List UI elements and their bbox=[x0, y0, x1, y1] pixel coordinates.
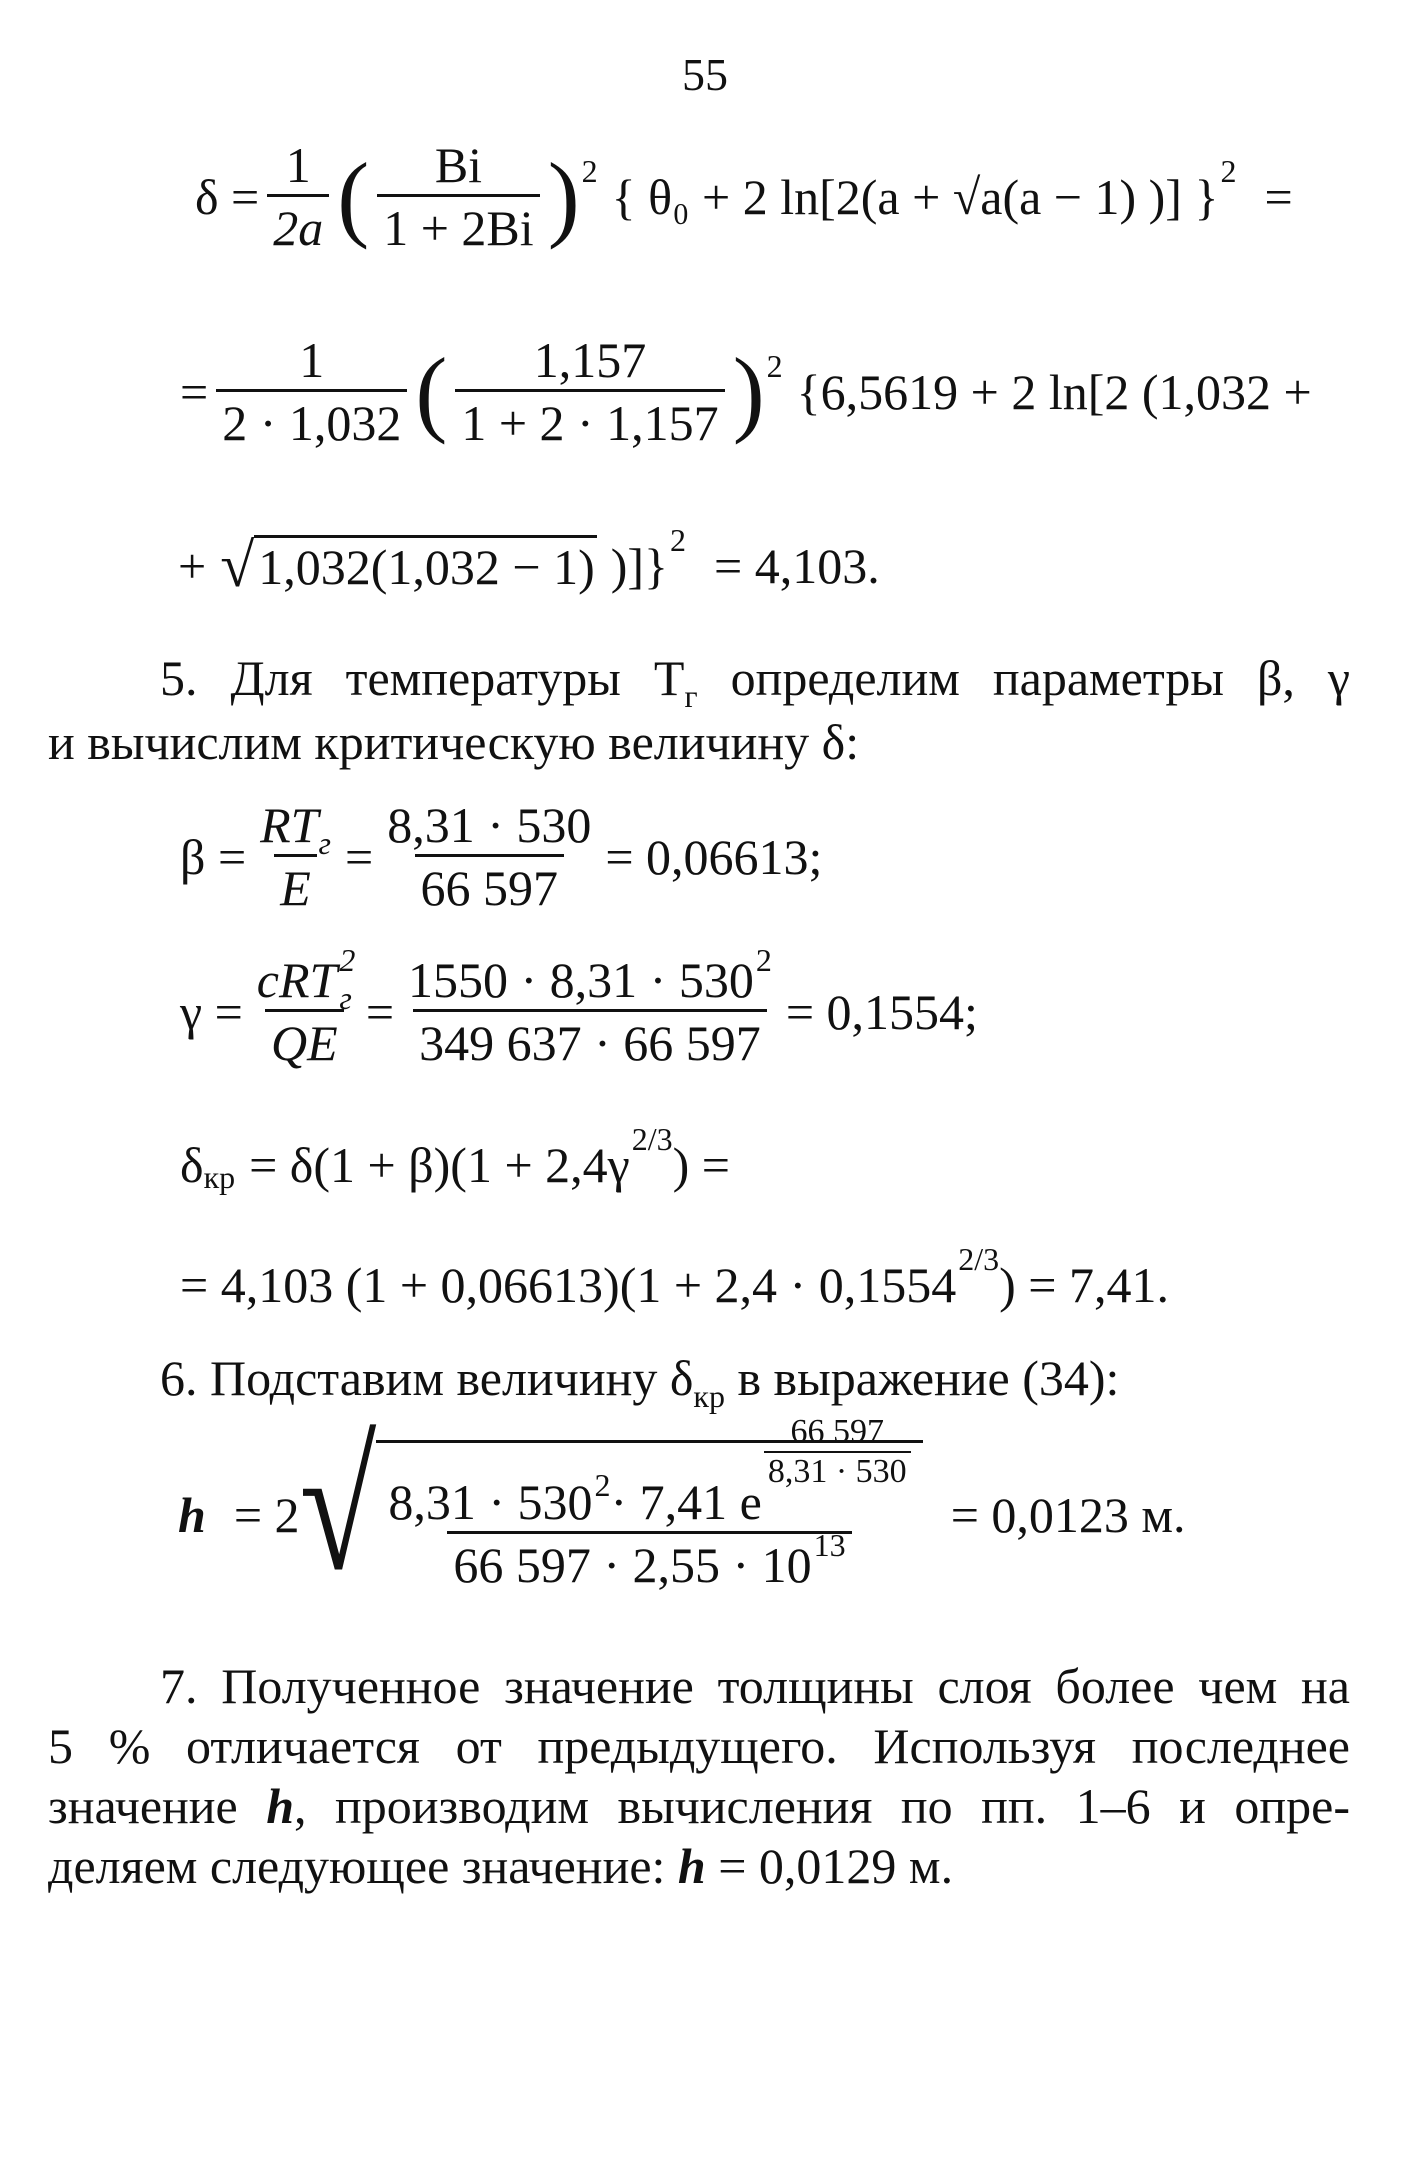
exponent: 2 bbox=[1220, 152, 1237, 189]
gamma-formula: γ = $\frac{cRT^2_г}{QE}$ = $\frac{1550 \cdot 8,31 \cdot 530^2}{349 637 \cdot 66 597}$ = 0,1554; bbox=[180, 942, 978, 1071]
paragraph-6: 6. Подставим величину $\delta_{кр}$ в выражение (34): bbox=[160, 1350, 1120, 1414]
exponent: 2 bbox=[766, 347, 783, 384]
radicand: 1,032(1,032 − 1) bbox=[254, 535, 597, 597]
exponent: 2 bbox=[581, 152, 598, 189]
left-paren: ( bbox=[337, 142, 370, 250]
beta-formula: β = $\frac{RT_г}{E}$ = $\frac{8,31 \cdot 530}{66 597}$ = 0,06613; bbox=[180, 797, 823, 916]
paragraph-5-line-1: 5. Для температуры $T_г$ определим параметры β, γ bbox=[160, 650, 1350, 714]
delta-formula-line-1 bbox=[195, 137, 1293, 256]
exponent: 2 bbox=[670, 522, 687, 558]
delta-formula-line-3 bbox=[178, 522, 880, 600]
plus-sign: + bbox=[178, 538, 207, 594]
equals-sign: = bbox=[180, 363, 209, 420]
left-paren: ( bbox=[415, 337, 448, 445]
right-paren: ) bbox=[732, 337, 765, 445]
delta-kr-formula-line-1: δ кр = δ(1 + β)(1 + 2,4γ 2/3 ) = bbox=[180, 1121, 730, 1195]
paragraph-7-line-3: значение h, производим вычисления по пп. 1–6 и опре- bbox=[48, 1778, 1350, 1834]
paragraph-7-line-1: 7. Полученное значение толщины слоя более чем на bbox=[160, 1658, 1350, 1714]
paragraph-7-line-4: деляем следующее значение: h = 0,0129 м. bbox=[48, 1838, 954, 1894]
fraction-gamma-numeric: $\frac{1550 \cdot 8,31 \cdot 530^2}{349 637 \cdot 66 597}$ bbox=[408, 942, 772, 1071]
h-symbol: h bbox=[178, 1487, 206, 1543]
paragraph-7-line-2: 5 % отличается от предыдущего. Используя последнее bbox=[48, 1718, 1350, 1774]
h-fraction: 8,31 · 530 2 · 7,41 e $\frac{66 597}{8,31 \cdot 530}$ 66 $597 \cdot 2,55 \cdot 10^{13}$ bbox=[382, 1453, 916, 1590]
delta-body-numeric: {6,5619 + 2 ln[2 (1,032 + bbox=[796, 363, 1312, 420]
radical-icon: √ bbox=[220, 532, 255, 600]
equals-sign: = bbox=[1264, 168, 1293, 225]
square-root bbox=[220, 532, 597, 600]
paragraph-5-line-2: и вычислим критическую величину δ: bbox=[48, 714, 860, 770]
radical-icon: √ bbox=[299, 1407, 377, 1609]
delta-lhs: δ = bbox=[195, 168, 260, 225]
fraction-1157: $\frac{1,157}{1 + 2 \cdot 1,157}$ bbox=[455, 335, 724, 448]
fraction-bi: $\frac{Bi}{1 + 2Bi}$ bbox=[377, 140, 539, 253]
page-number: 55 bbox=[682, 49, 728, 100]
fraction-rt-over-e: $\frac{RT_г}{E}$ bbox=[260, 797, 331, 916]
fraction-crt2-over-qe: $\frac{cRT^2_г}{QE}$ bbox=[256, 942, 356, 1071]
right-paren: ) bbox=[547, 142, 580, 250]
delta-result: = 4,103. bbox=[714, 538, 880, 594]
delta-body: { θ₀ + 2 ln[2(a + √a(a − 1) )] } bbox=[611, 168, 1219, 225]
beta-result: = 0,06613; bbox=[605, 828, 823, 885]
fraction-1-over-2-1032: $\frac{1}{2 \cdot 1,032}$ bbox=[216, 335, 407, 448]
closing-brackets: )]} bbox=[610, 538, 669, 594]
h-formula: h = 2 √ 8,31 · 530 2 · 7,41 e $\frac{66 597}{8,31 \cdot 530}$ 66 $597 \cdot 2,55 \cdot 10^{13}$ = 0,0123 м. bbox=[178, 1440, 1186, 1590]
h-result: = 0,0123 м. bbox=[950, 1487, 1186, 1543]
gamma-result: = 0,1554; bbox=[785, 983, 978, 1040]
exponent-fraction: $\frac{66 597}{8,31 \cdot 530}$ bbox=[764, 1415, 911, 1489]
fraction-1-over-2a: $\frac{1}{2a}$ bbox=[267, 140, 329, 253]
delta-formula-line-2 bbox=[180, 332, 1312, 451]
fraction-beta-numeric: $\frac{8,31 \cdot 530}{66 597}$ bbox=[387, 797, 592, 916]
delta-kr-formula-line-2: = 4,103 (1 + 0,06613)(1 + 2,4 · 0,1554 2/3 ) = 7,41. bbox=[180, 1241, 1169, 1313]
